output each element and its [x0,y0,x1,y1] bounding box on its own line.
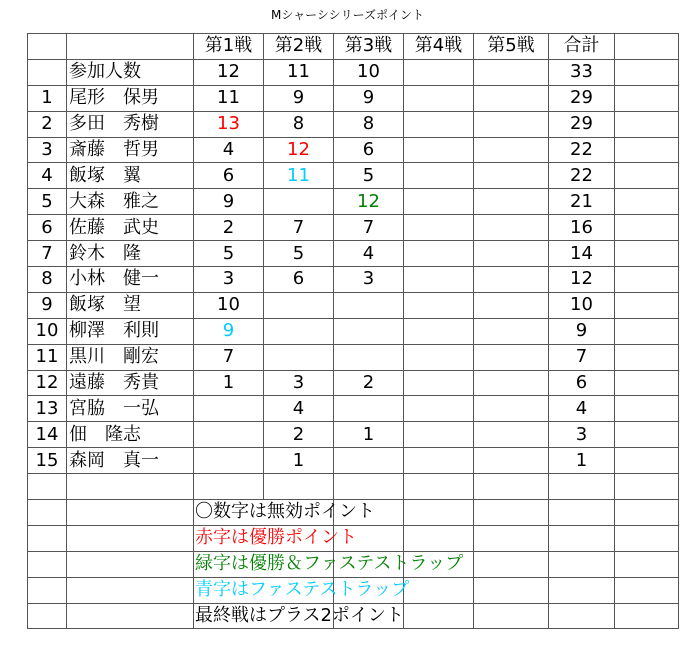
participants-label: 参加人数 [67,59,194,85]
rank-cell: 10 [28,318,67,344]
participants-count-1: 12 [194,59,264,85]
score-cell: 5 [264,241,334,267]
extra-cell [615,267,679,293]
score-cell: 4 [264,396,334,422]
participants-count-3: 10 [334,59,404,85]
legend-empty-cell [615,603,679,629]
rank-cell: 11 [28,344,67,370]
legend-empty-cell [549,551,615,577]
score-cell [474,344,549,370]
table-row [28,448,679,474]
score-cell [404,344,474,370]
total-cell: 4 [549,396,615,422]
rank-cell: 2 [28,111,67,137]
score-cell: 10 [194,292,264,318]
score-cell: 6 [264,267,334,293]
legend-rank-cell [28,551,67,577]
rank-cell: 13 [28,396,67,422]
score-cell [194,448,264,474]
rank-cell: 7 [28,241,67,267]
score-cell: 13 [194,111,264,137]
total-cell: 6 [549,370,615,396]
score-cell: 2 [334,370,404,396]
extra-cell [615,292,679,318]
score-cell [474,137,549,163]
rank-cell: 14 [28,422,67,448]
score-cell [404,422,474,448]
score-cell: 3 [194,267,264,293]
header-round-5: 第5戦 [474,34,549,60]
driver-name: 遠藤 秀貴 [67,370,194,396]
legend-empty-cell [404,525,474,551]
participants-count-5 [474,59,549,85]
legend-empty-cell [549,500,615,526]
header-round-2: 第2戦 [264,34,334,60]
legend-note: 〇数字は無効ポイント [194,500,334,526]
score-cell [474,318,549,344]
score-cell: 9 [264,85,334,111]
legend-empty-cell [549,525,615,551]
legend-empty-cell [474,525,549,551]
score-cell: 1 [334,422,404,448]
score-cell [404,215,474,241]
participants-rank-cell [28,59,67,85]
legend-row [28,603,679,629]
header-round-1: 第1戦 [194,34,264,60]
table-row [28,370,679,396]
legend-empty-cell [404,577,474,603]
participants-count-2: 11 [264,59,334,85]
table-row [28,318,679,344]
table-row [28,292,679,318]
score-cell: 6 [334,137,404,163]
score-cell: 11 [194,85,264,111]
score-cell: 6 [194,163,264,189]
legend-note: 青字はファステストラップ [194,577,334,603]
legend-rank-cell [28,500,67,526]
blank-row [28,474,679,500]
rank-cell: 1 [28,85,67,111]
driver-name: 飯塚 望 [67,292,194,318]
score-cell [404,318,474,344]
legend-rank-cell [28,525,67,551]
blank-cell [28,474,67,500]
score-cell: 9 [194,318,264,344]
driver-name: 黒川 剛宏 [67,344,194,370]
legend-empty-cell [615,525,679,551]
driver-name: 多田 秀樹 [67,111,194,137]
score-cell [404,396,474,422]
legend-note: 緑字は優勝＆ファステストラップ [194,551,334,577]
participants-extra-cell [615,59,679,85]
score-cell [474,163,549,189]
table-row [28,163,679,189]
score-cell: 11 [264,163,334,189]
extra-cell [615,241,679,267]
rank-cell: 5 [28,189,67,215]
extra-cell [615,422,679,448]
score-cell [404,163,474,189]
score-cell [404,85,474,111]
score-cell [474,396,549,422]
header-row [28,34,679,60]
blank-cell [549,474,615,500]
header-rank-cell [28,34,67,60]
score-cell: 9 [334,85,404,111]
score-cell: 9 [194,189,264,215]
total-cell: 29 [549,111,615,137]
score-cell [264,292,334,318]
score-cell [474,422,549,448]
score-cell: 2 [264,422,334,448]
driver-name: 佐藤 武史 [67,215,194,241]
total-cell: 21 [549,189,615,215]
extra-cell [615,85,679,111]
legend-name-cell [67,551,194,577]
score-cell: 3 [334,267,404,293]
driver-name: 森岡 真一 [67,448,194,474]
score-cell: 1 [194,370,264,396]
total-cell: 1 [549,448,615,474]
blank-cell [474,474,549,500]
score-cell [474,215,549,241]
extra-cell [615,111,679,137]
points-table [27,33,679,629]
rank-cell: 8 [28,267,67,293]
legend-empty-cell [404,500,474,526]
score-cell: 7 [194,344,264,370]
extra-cell [615,215,679,241]
rank-cell: 12 [28,370,67,396]
total-cell: 29 [549,85,615,111]
score-cell [404,189,474,215]
score-cell: 2 [194,215,264,241]
legend-row [28,500,679,526]
table-row [28,396,679,422]
score-cell [474,267,549,293]
extra-cell [615,189,679,215]
score-cell [334,448,404,474]
legend-row [28,551,679,577]
score-cell [334,292,404,318]
score-cell [474,370,549,396]
score-cell [264,344,334,370]
total-cell: 3 [549,422,615,448]
table-row [28,215,679,241]
legend-row [28,525,679,551]
total-cell: 12 [549,267,615,293]
score-cell: 7 [334,215,404,241]
header-extra-cell [615,34,679,60]
blank-cell [67,474,194,500]
rank-cell: 15 [28,448,67,474]
score-cell: 8 [334,111,404,137]
extra-cell [615,163,679,189]
table-row [28,267,679,293]
legend-note: 赤字は優勝ポイント [194,525,334,551]
score-cell: 8 [264,111,334,137]
total-cell: 9 [549,318,615,344]
legend-rank-cell [28,603,67,629]
table-row [28,137,679,163]
score-cell [194,422,264,448]
table-row [28,422,679,448]
legend-empty-cell [474,577,549,603]
score-cell [404,292,474,318]
score-cell [404,448,474,474]
rank-cell: 6 [28,215,67,241]
extra-cell [615,318,679,344]
blank-cell [194,474,264,500]
score-cell: 4 [334,241,404,267]
extra-cell [615,396,679,422]
driver-name: 尾形 保男 [67,85,194,111]
participants-count-4 [404,59,474,85]
driver-name: 斎藤 哲男 [67,137,194,163]
driver-name: 宮脇 一弘 [67,396,194,422]
score-cell [264,189,334,215]
total-cell: 7 [549,344,615,370]
extra-cell [615,370,679,396]
table-row [28,189,679,215]
legend-empty-cell [474,603,549,629]
score-cell [404,137,474,163]
score-cell [474,189,549,215]
score-cell [404,241,474,267]
header-name-cell [67,34,194,60]
legend-row [28,577,679,603]
participants-row [28,59,679,85]
score-cell [334,344,404,370]
score-cell [474,85,549,111]
legend-empty-cell [549,577,615,603]
legend-name-cell [67,525,194,551]
driver-name: 小林 健一 [67,267,194,293]
total-cell: 22 [549,137,615,163]
rank-cell: 4 [28,163,67,189]
table-row [28,241,679,267]
legend-empty-cell [615,551,679,577]
score-cell: 4 [194,137,264,163]
score-cell [474,241,549,267]
legend-name-cell [67,500,194,526]
score-cell: 3 [264,370,334,396]
rank-cell: 3 [28,137,67,163]
driver-name: 鈴木 隆 [67,241,194,267]
legend-empty-cell [615,500,679,526]
score-cell [474,111,549,137]
score-cell [334,396,404,422]
score-cell [474,448,549,474]
score-cell [334,318,404,344]
total-cell: 16 [549,215,615,241]
participants-total: 33 [549,59,615,85]
legend-empty-cell [549,603,615,629]
blank-cell [334,474,404,500]
score-cell: 7 [264,215,334,241]
legend-note: 最終戦はプラス2ポイント [194,603,334,629]
table-row [28,111,679,137]
blank-cell [264,474,334,500]
legend-empty-cell [615,577,679,603]
blank-cell [404,474,474,500]
sheet-title: Mシャーシシリーズポイント [271,8,424,22]
driver-name: 柳澤 利則 [67,318,194,344]
total-cell: 10 [549,292,615,318]
score-cell: 12 [264,137,334,163]
table-row [28,344,679,370]
score-cell: 12 [334,189,404,215]
blank-cell [615,474,679,500]
legend-empty-cell [474,500,549,526]
rank-cell: 9 [28,292,67,318]
score-cell [264,318,334,344]
driver-name: 大森 雅之 [67,189,194,215]
table-row [28,85,679,111]
extra-cell [615,448,679,474]
header-round-3: 第3戦 [334,34,404,60]
legend-empty-cell [474,551,549,577]
score-cell [404,267,474,293]
extra-cell [615,344,679,370]
score-cell [404,370,474,396]
header-round-4: 第4戦 [404,34,474,60]
legend-empty-cell [404,603,474,629]
total-cell: 22 [549,163,615,189]
legend-rank-cell [28,577,67,603]
score-cell: 5 [194,241,264,267]
score-cell: 1 [264,448,334,474]
score-cell [474,292,549,318]
legend-name-cell [67,603,194,629]
score-cell: 5 [334,163,404,189]
total-cell: 14 [549,241,615,267]
header-total: 合計 [549,34,615,60]
driver-name: 飯塚 翼 [67,163,194,189]
legend-name-cell [67,577,194,603]
score-cell [194,396,264,422]
driver-name: 佃 隆志 [67,422,194,448]
score-cell [404,111,474,137]
extra-cell [615,137,679,163]
